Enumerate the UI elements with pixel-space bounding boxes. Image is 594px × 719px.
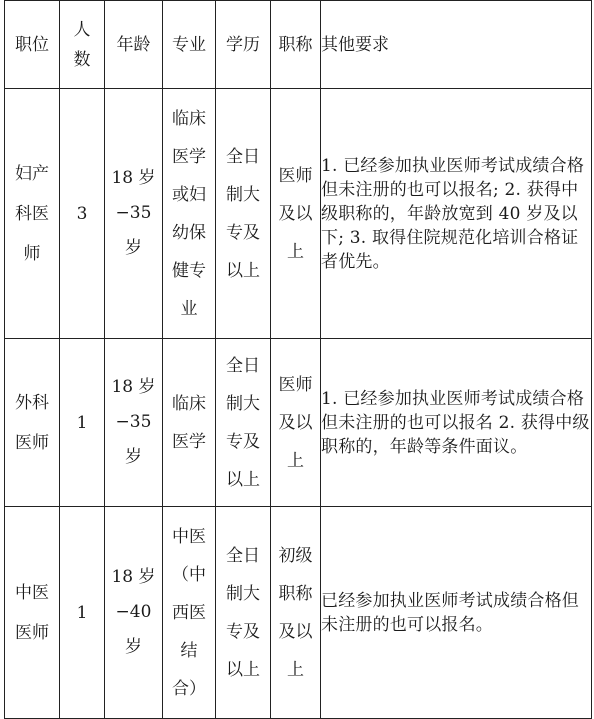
header-major: 专业 [163, 1, 216, 89]
header-other-requirements: 其他要求 [321, 1, 592, 89]
cell-position: 妇产科医师 [5, 89, 60, 339]
header-age: 年龄 [105, 1, 163, 89]
cell-count: 3 [60, 89, 105, 339]
cell-major: 临床医学 [163, 339, 216, 507]
cell-other-requirements: 1. 已经参加执业医师考试成绩合格但未注册的也可以报名 2. 获得中级职称的，年龄等条件面议。 [321, 339, 592, 507]
cell-title: 初级职称及以上 [271, 507, 321, 719]
cell-major: 临床医学或妇幼保健专业 [163, 89, 216, 339]
cell-age: 18 岁 −35 岁 [105, 339, 163, 507]
cell-count: 1 [60, 339, 105, 507]
cell-education: 全日制大专及以上 [216, 89, 271, 339]
header-title: 职称 [271, 1, 321, 89]
header-education: 学历 [216, 1, 271, 89]
cell-count: 1 [60, 507, 105, 719]
header-count: 人数 [60, 1, 105, 89]
table-row [5, 507, 592, 719]
cell-major: 中医（中西医结合） [163, 507, 216, 719]
cell-position: 外科医师 [5, 339, 60, 507]
header-position: 职位 [5, 1, 60, 89]
cell-other-requirements: 1. 已经参加执业医师考试成绩合格但未注册的也可以报名; 2. 获得中级职称的，年龄放宽到 40 岁及以下; 3. 取得住院规范化培训合格证者优先。 [321, 89, 592, 339]
cell-title: 医师及以上 [271, 89, 321, 339]
cell-education: 全日制大专及以上 [216, 339, 271, 507]
cell-position: 中医医师 [5, 507, 60, 719]
recruitment-table [4, 0, 592, 719]
table-header-row [5, 1, 592, 89]
cell-title: 医师及以上 [271, 339, 321, 507]
table-row [5, 89, 592, 339]
cell-education: 全日制大专及以上 [216, 507, 271, 719]
cell-age: 18 岁 −40 岁 [105, 507, 163, 719]
table-row [5, 339, 592, 507]
cell-other-requirements: 已经参加执业医师考试成绩合格但未注册的也可以报名。 [321, 507, 592, 719]
cell-age: 18 岁 −35 岁 [105, 89, 163, 339]
